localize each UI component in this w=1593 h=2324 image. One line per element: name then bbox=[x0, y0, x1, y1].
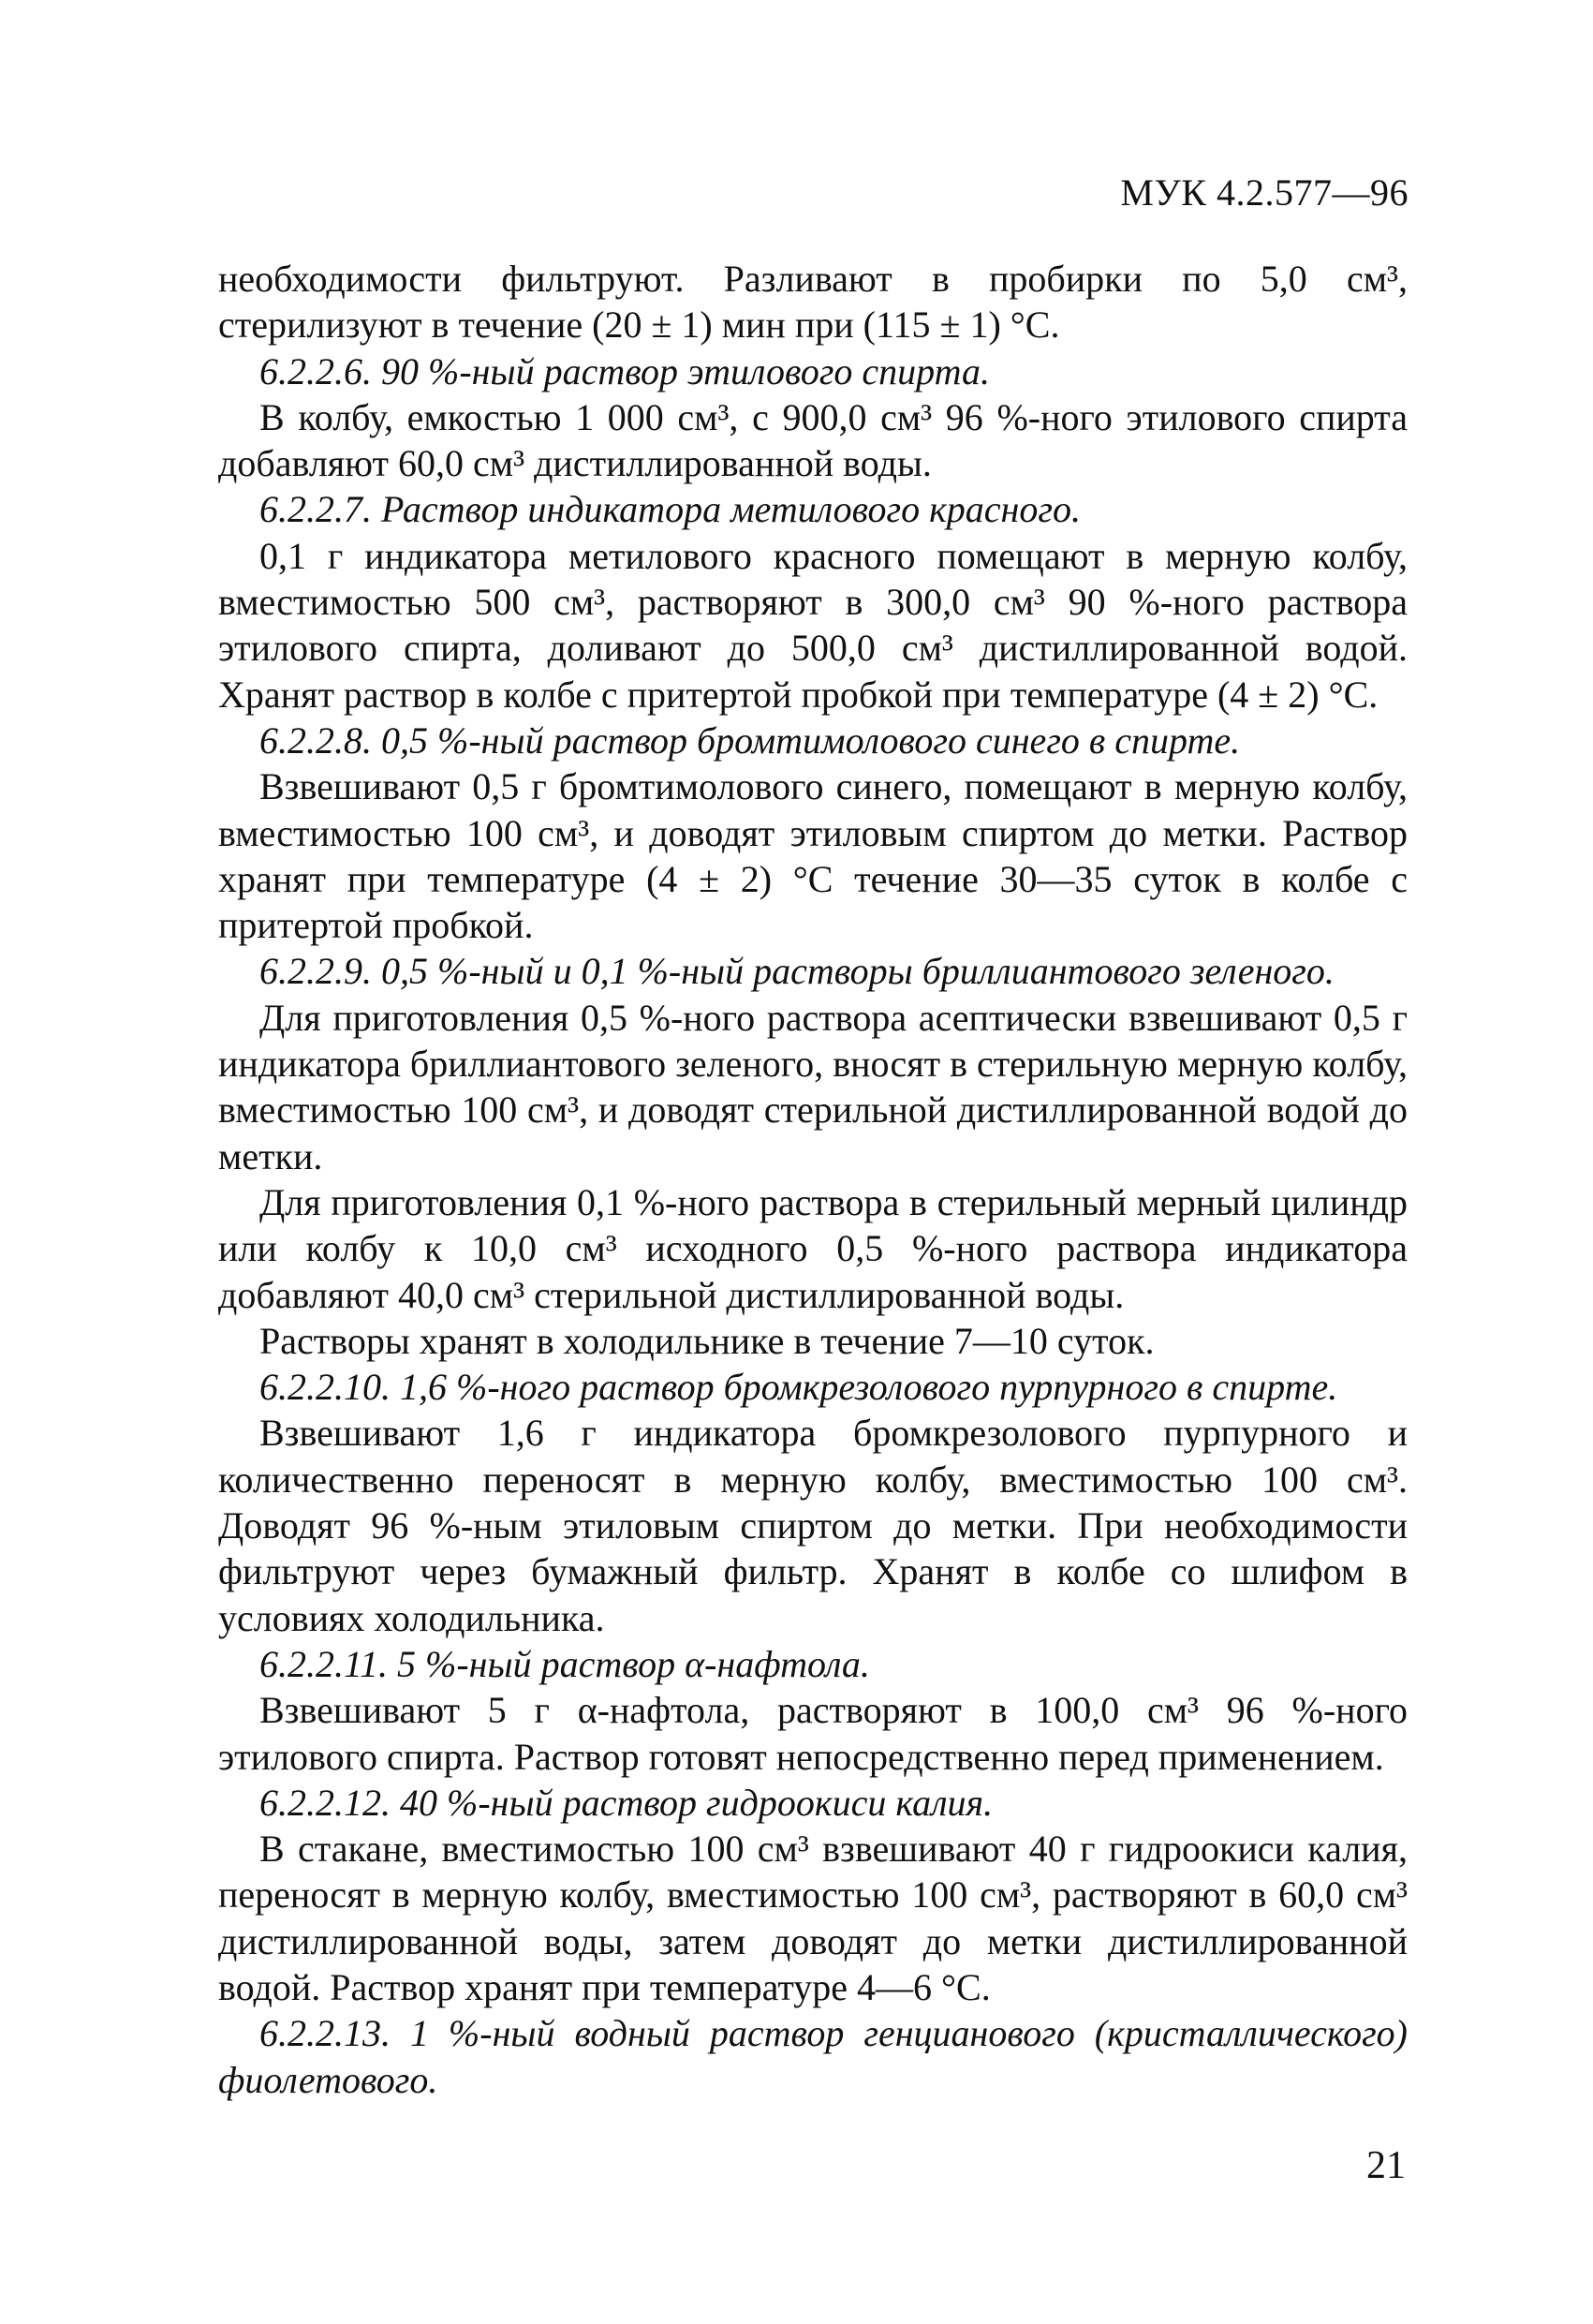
paragraph: Для приготовления 0,1 %-ного раствора в стерильный мерный цилиндр или колбу к 10,0 см³ исходного 0,5 %-ного раствора индикатора добавляют 40,0 см³ стерильной дистиллированной воды. bbox=[218, 1180, 1408, 1316]
section-heading-6-2-2-6: 6.2.2.6. 90 %-ный раствор этилового спирта. bbox=[259, 349, 991, 392]
section-heading-6-2-2-7: 6.2.2.7. Раствор индикатора метилового красного. bbox=[259, 488, 1081, 531]
section-heading-6-2-2-13: 6.2.2.13. 1 %-ный водный раствор генцианового (кристаллического) фиолетового. bbox=[218, 2012, 1408, 2101]
paragraph: Взвешивают 1,6 г индикатора бромкрезолового пурпурного и количественно переносят в мерную колбу, вместимостью 100 см³. Доводят 96 %-ным этиловым спиртом до метки. При необходимости фильтруют через бумажный фильтр. Хранят в колбе со шлифом в условиях холодильника. bbox=[218, 1412, 1408, 1639]
document-body bbox=[218, 256, 1408, 2103]
section-heading-6-2-2-11: 6.2.2.11. 5 %-ный раствор α-нафтола. bbox=[259, 1642, 870, 1685]
paragraph: В колбу, емкостью 1 000 см³, с 900,0 см³ 96 %-ного этилового спирта добавляют 60,0 см³ дистиллированной воды. bbox=[218, 395, 1408, 485]
paragraph-continuation: необходимости фильтруют. Разливают в пробирки по 5,0 см³, стерилизуют в течение (20 ± 1) мин при (115 ± 1) °С. bbox=[218, 258, 1408, 347]
section-heading-6-2-2-10: 6.2.2.10. 1,6 %-ного раствор бромкрезолового пурпурного в спирте. bbox=[259, 1366, 1338, 1409]
paragraph: 0,1 г индикатора метилового красного помещают в мерную колбу, вместимостью 500 см³, растворяют в 300,0 см³ 90 %-ного раствора этилового спирта, доливают до 500,0 см³ дистиллированной водой. Хранят раствор в колбе с притертой пробкой при температуре (4 ± 2) °С. bbox=[218, 534, 1408, 716]
section-heading-6-2-2-9: 6.2.2.9. 0,5 %-ный и 0,1 %-ный растворы бриллиантового зеленого. bbox=[259, 950, 1335, 993]
paragraph: В стакане, вместимостью 100 см³ взвешивают 40 г гидроокиси калия, переносят в мерную колбу, вместимостью 100 см³, растворяют в 60,0 см³ дистиллированной воды, затем доводят до метки дистиллированной водой. Раствор хранят при температуре 4—6 °С. bbox=[218, 1828, 1408, 2008]
document-code-header: МУК 4.2.577—96 bbox=[1120, 171, 1409, 214]
section-heading-6-2-2-12: 6.2.2.12. 40 %-ный раствор гидроокиси калия. bbox=[259, 1781, 994, 1824]
section-heading-6-2-2-8: 6.2.2.8. 0,5 %-ный раствор бромтимолового синего в спирте. bbox=[259, 718, 1241, 762]
paragraph: Для приготовления 0,5 %-ного раствора асептически взвешивают 0,5 г индикатора бриллиантового зеленого, вносят в стерильную мерную колбу, вместимостью 100 см³, и доводят стерильной дистиллированной водой до метки. bbox=[218, 996, 1408, 1177]
paragraph: Взвешивают 5 г α-нафтола, растворяют в 100,0 см³ 96 %-ного этилового спирта. Раствор готовят непосредственно перед применением. bbox=[218, 1689, 1408, 1778]
page-number: 21 bbox=[1366, 2144, 1406, 2187]
paragraph: Растворы хранят в холодильнике в течение 7—10 суток. bbox=[259, 1319, 1155, 1362]
paragraph: Взвешивают 0,5 г бромтимолового синего, помещают в мерную колбу, вместимостью 100 см³, и доводят этиловым спиртом до метки. Раствор хранят при температуре (4 ± 2) °С течение 30—35 суток в колбе с притертой пробкой. bbox=[218, 765, 1408, 947]
